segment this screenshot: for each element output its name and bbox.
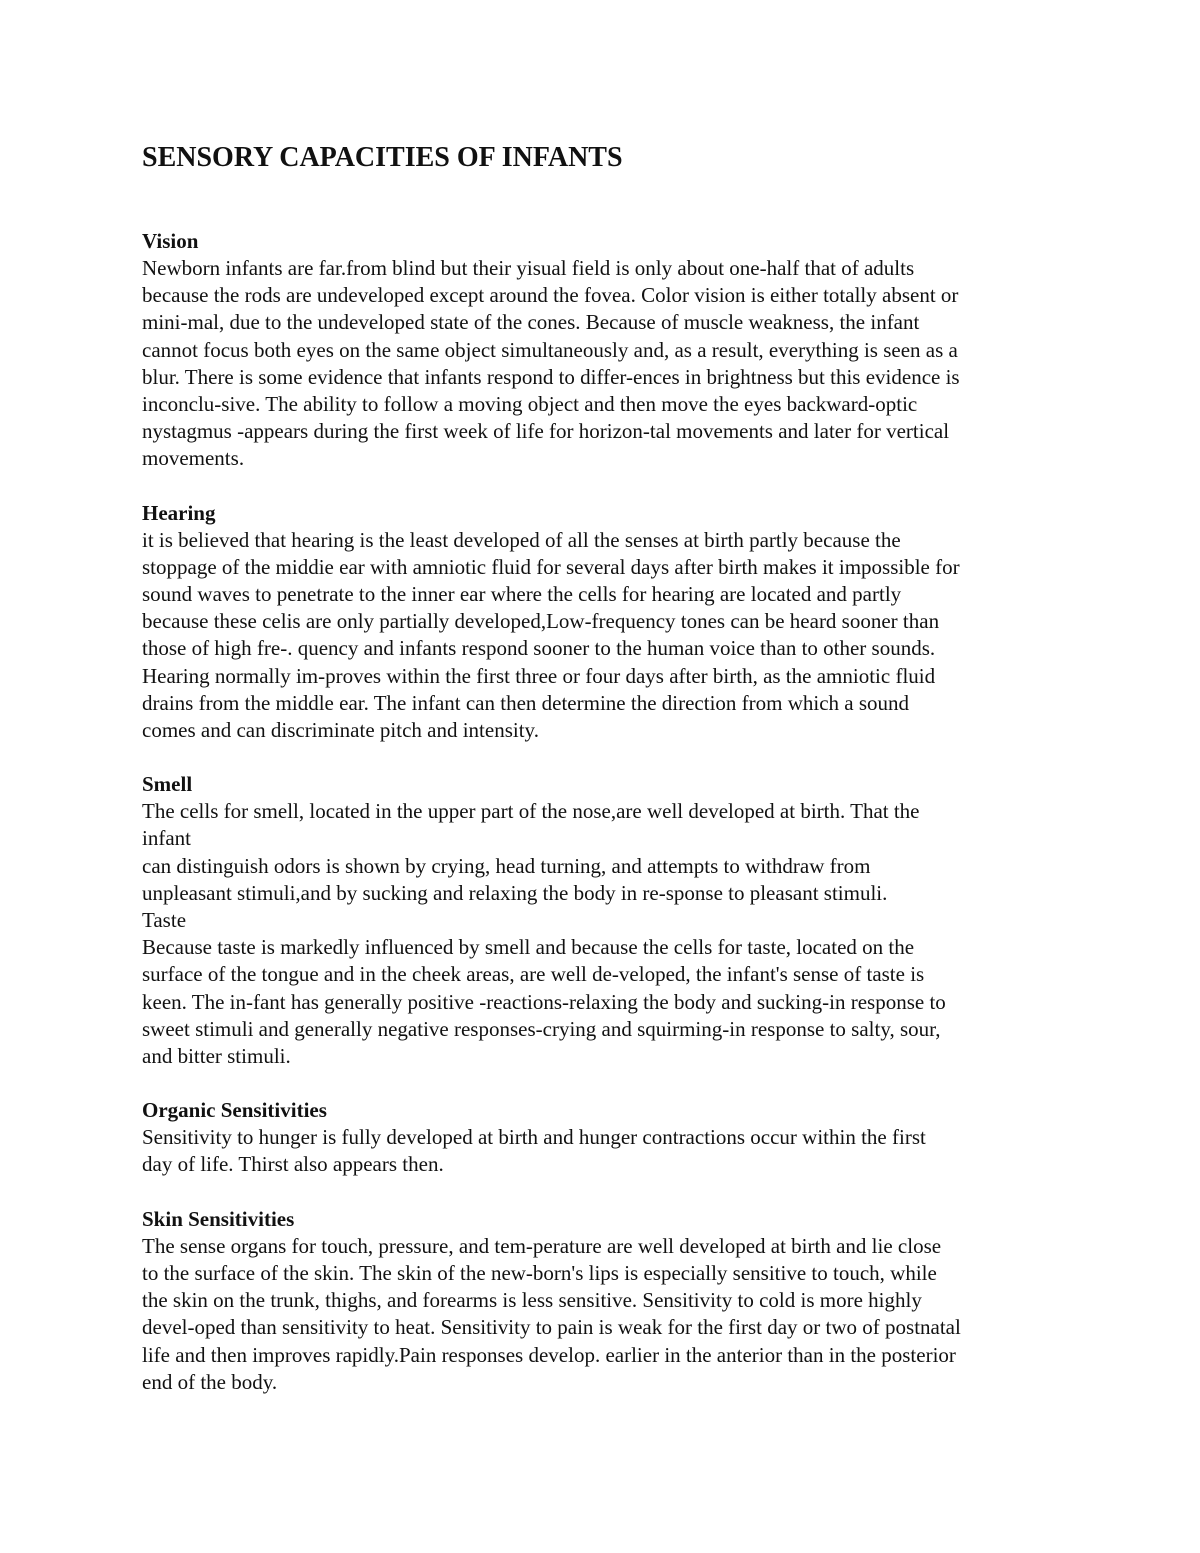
- text-line: Hearing normally im-proves within the first three or four days after birth, as the amniotic fluid: [142, 663, 936, 688]
- text-line: Sensitivity to hunger is fully developed at birth and hunger contractions occur within the first: [142, 1125, 926, 1150]
- text-line: because these celis are only partially developed,Low-frequency tones can be heard sooner than: [142, 609, 940, 634]
- text-line: stoppage of the middie ear with amniotic fluid for several days after birth makes it impossible for: [142, 554, 960, 579]
- text-line: keen. The in-fant has generally positive -reactions-relaxing the body and sucking-in response to: [142, 989, 946, 1014]
- section-body: [142, 527, 1072, 745]
- document-title: SENSORY CAPACITIES OF INFANTS: [142, 142, 623, 173]
- text-line: day of life. Thirst also appears then.: [142, 1152, 444, 1177]
- text-line: The sense organs for touch, pressure, and tem-perature are well developed at birth and lie close: [142, 1233, 942, 1258]
- section-vision: [142, 228, 1072, 473]
- text-line: to the surface of the skin. The skin of the new-born's lips is especially sensitive to touch, while: [142, 1260, 937, 1285]
- text-line: mini-mal, due to the undeveloped state of the cones. Because of muscle weakness, the infant: [142, 310, 920, 335]
- section-smell: [142, 771, 1072, 1070]
- text-line: The cells for smell, located in the upper part of the nose,are well developed at birth. That the: [142, 799, 920, 824]
- text-line: blur. There is some evidence that infants respond to differ-ences in brightness but this evidence is: [142, 364, 960, 389]
- section-heading: Hearing: [142, 500, 216, 525]
- text-line: Because taste is markedly influenced by smell and because the cells for taste, located on the: [142, 935, 915, 960]
- section-heading: Smell: [142, 772, 193, 797]
- text-line: Newborn infants are far.from blind but their yisual field is only about one-half that of adults: [142, 256, 915, 280]
- section-heading: Vision: [142, 229, 199, 253]
- text-line: unpleasant stimuli,and by sucking and relaxing the body in re-sponse to pleasant stimuli.: [142, 880, 888, 905]
- section-body: [142, 1233, 1072, 1396]
- text-line: infant: [142, 826, 191, 851]
- text-line: can distinguish odors is shown by crying, head turning, and attempts to withdraw from: [142, 853, 871, 878]
- section-organic-sensitivities: [142, 1097, 1072, 1178]
- text-line: sound waves to penetrate to the inner ear where the cells for hearing are located and partly: [142, 582, 902, 607]
- text-line: movements.: [142, 446, 245, 471]
- text-line: and bitter stimuli.: [142, 1044, 291, 1069]
- section-body: [142, 255, 1072, 473]
- text-line: nystagmus -appears during the first week of life for horizon-tal movements and later for vertical: [142, 419, 950, 444]
- text-line: because the rods are undeveloped except around the fovea. Color vision is either totally absent or: [142, 283, 959, 308]
- section-hearing: [142, 500, 1072, 745]
- text-line: those of high fre-. quency and infants respond sooner to the human voice than to other sounds.: [142, 636, 936, 661]
- text-line: devel-oped than sensitivity to heat. Sensitivity to pain is weak for the first day or two of postnatal: [142, 1315, 961, 1340]
- text-line: comes and can discriminate pitch and intensity.: [142, 718, 539, 743]
- text-line: end of the body.: [142, 1369, 278, 1394]
- text-line: inconclu-sive. The ability to follow a moving object and then move the eyes backward-optic: [142, 392, 918, 417]
- section-body: [142, 1124, 1072, 1178]
- section-heading: Organic Sensitivities: [142, 1098, 327, 1123]
- text-line: the skin on the trunk, thighs, and forearms is less sensitive. Sensitivity to cold is more highly: [142, 1288, 922, 1313]
- text-line: it is believed that hearing is the least developed of all the senses at birth partly because the: [142, 527, 901, 552]
- section-skin-sensitivities: [142, 1206, 1072, 1396]
- text-line: life and then improves rapidly.Pain responses develop. earlier in the anterior than in the posterior: [142, 1342, 956, 1367]
- section-heading: Skin Sensitivities: [142, 1206, 295, 1231]
- text-line: cannot focus both eyes on the same object simultaneously and, as a result, everything is seen as a: [142, 337, 958, 362]
- text-line: surface of the tongue and in the cheek areas, are well de-veloped, the infant's sense of taste is: [142, 962, 925, 987]
- subsection-label-taste: Taste: [142, 908, 187, 933]
- text-line: drains from the middle ear. The infant can then determine the direction from which a sound: [142, 690, 910, 715]
- text-line: sweet stimuli and generally negative responses-crying and squirming-in response to salty, sour,: [142, 1016, 941, 1041]
- section-body: [142, 798, 1072, 1070]
- document-page: [142, 140, 1072, 1423]
